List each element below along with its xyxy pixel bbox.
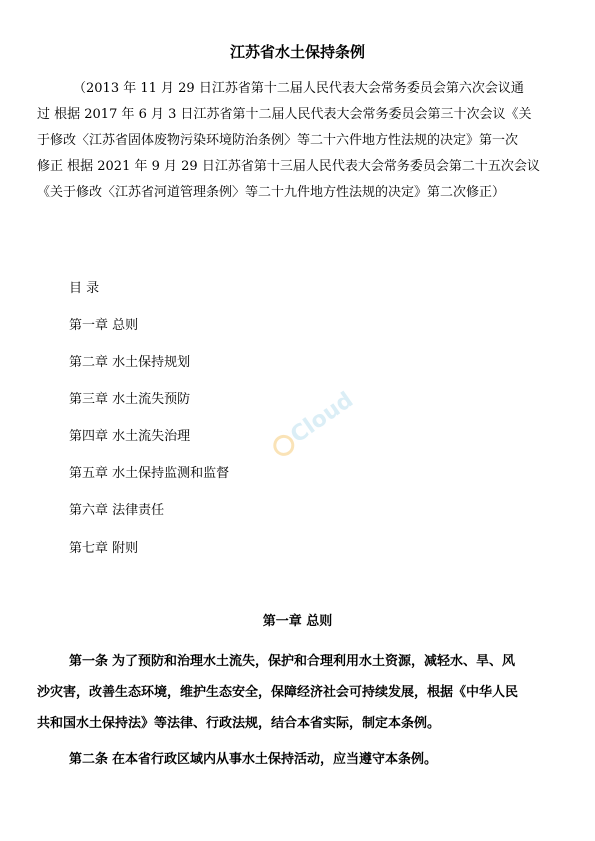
toc-item-chapter-3: 第三章 水土流失预防 xyxy=(69,392,191,407)
cloud-watermark-logo xyxy=(244,358,368,478)
history-line: 于修改〈江苏省固体废物污染环境防治条例〉等二十六件地方性法规的决定》第一次 xyxy=(37,133,519,148)
article-line xyxy=(37,744,559,775)
history-line: （2013 年 11 月 29 日江苏省第十二届人民代表大会常务委员会第六次会议通 xyxy=(73,81,524,96)
toc-item-chapter-6: 第六章 法律责任 xyxy=(69,503,165,518)
article-2 xyxy=(37,744,559,775)
watermark-text: Cloud xyxy=(286,387,359,449)
history-line: 《关于修改〈江苏省河道管理条例〉等二十九件地方性法规的决定》第二次修正） xyxy=(37,185,506,200)
article-number: 第二条 xyxy=(69,752,109,767)
article-line: 共和国水土保持法》等法律、行政法规，结合本省实际，制定本条例。 xyxy=(37,716,441,731)
article-text: 在本省行政区域内从事水土保持活动，应当遵守本条例。 xyxy=(112,752,438,767)
cloud-logo-icon xyxy=(244,358,368,478)
toc-item-chapter-5: 第五章 水土保持监测和监督 xyxy=(69,466,230,481)
history-line: 过 根据 2017 年 6 月 3 日江苏省第十二届人民代表大会常务委员会第三十次会议《关 xyxy=(37,107,532,122)
article-line: 沙灾害，改善生态环境，维护生态安全，保障经济社会可持续发展，根据《中华人民 xyxy=(37,685,519,700)
toc-item-chapter-2: 第二章 水土保持规划 xyxy=(69,355,191,370)
article-line xyxy=(37,646,559,677)
toc-heading: 目 录 xyxy=(69,281,100,296)
article-1 xyxy=(37,646,559,739)
history-line: 修正 根据 2021 年 9 月 29 日江苏省第十三届人民代表大会常务委员会第二十五次会议 xyxy=(37,159,540,174)
toc-item-chapter-7: 第七章 附则 xyxy=(69,541,139,556)
amendment-history xyxy=(37,76,559,206)
chapter-heading: 第一章 总则 xyxy=(262,614,333,629)
document-title: 江苏省水土保持条例 xyxy=(229,43,365,61)
toc-item-chapter-4: 第四章 水土流失治理 xyxy=(69,429,191,444)
toc-item-chapter-1: 第一章 总则 xyxy=(69,318,139,333)
article-text: 为了预防和治理水土流失，保护和合理利用水土资源，减轻水、旱、风 xyxy=(112,654,516,669)
article-number: 第一条 xyxy=(69,654,109,669)
